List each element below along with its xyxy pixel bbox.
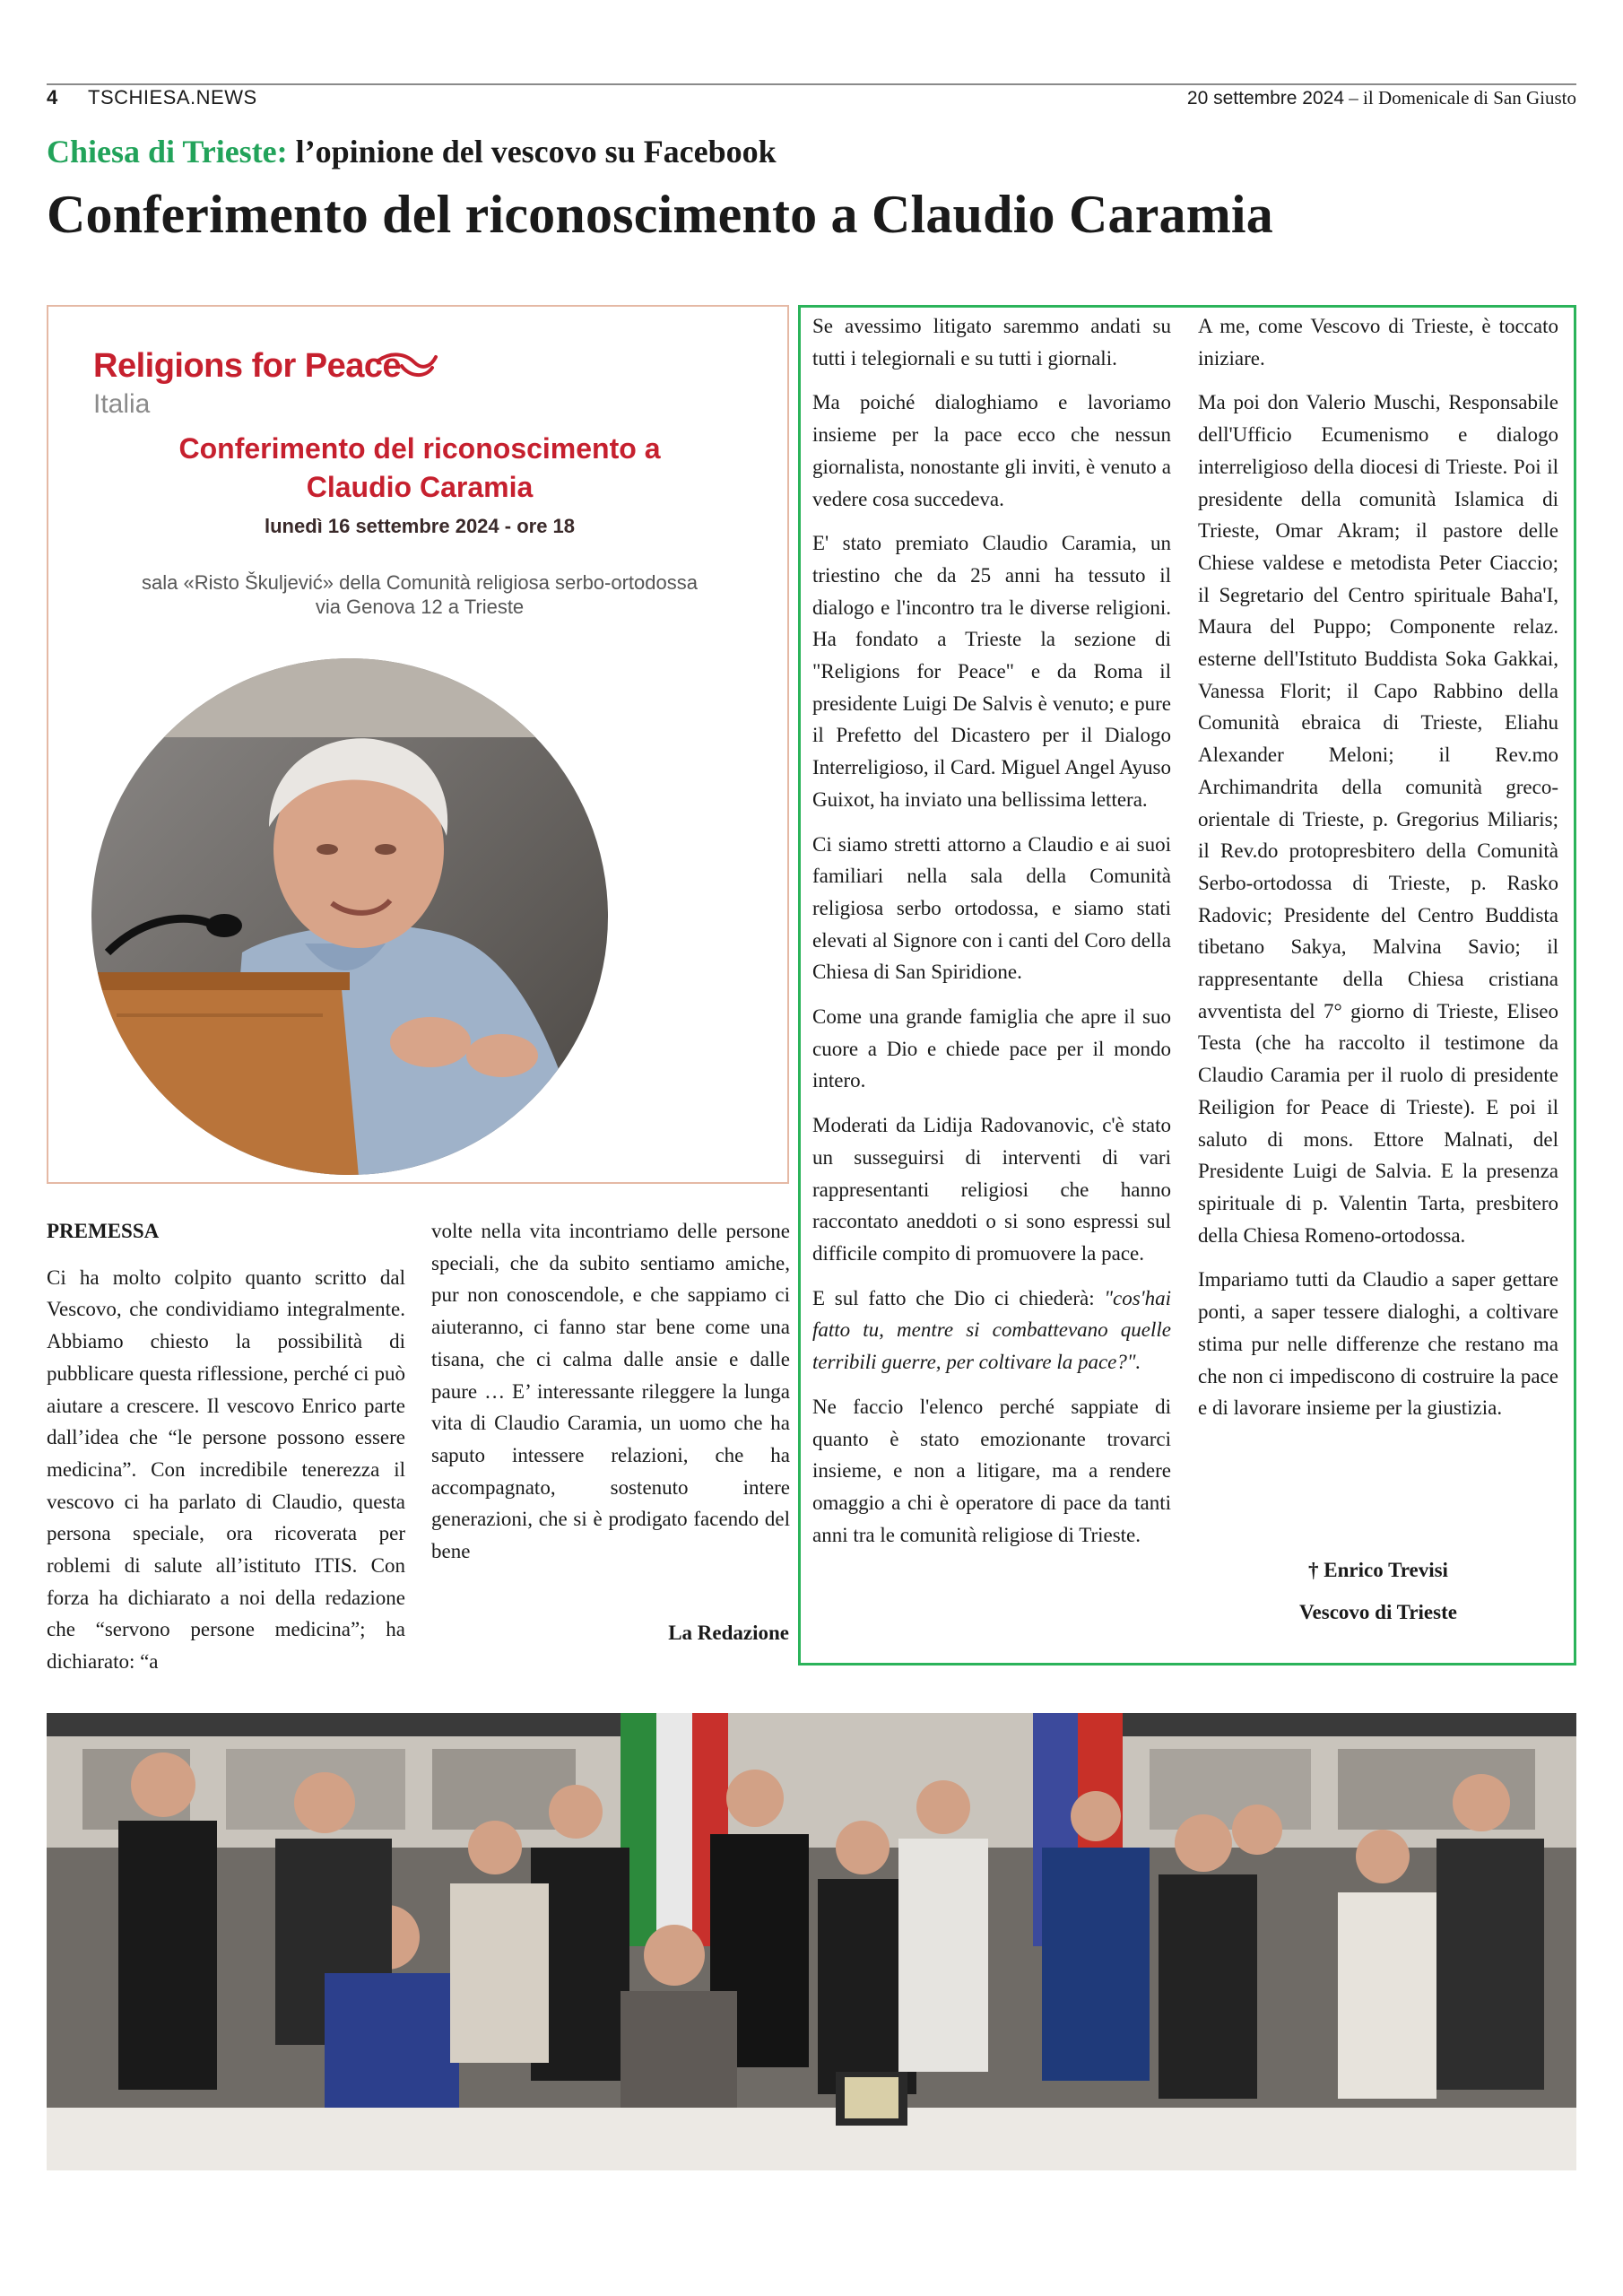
poster-venue-line1: sala «Risto Škuljević» della Comunità religiosa serbo-ortodossa: [142, 571, 698, 594]
speaker-portrait: [90, 657, 610, 1177]
group-photo: [47, 1713, 1576, 2170]
bishop-paragraph: Impariamo tutti da Claudio a saper gettare ponti, a saper tessere dialoghi, a coltivare stima pur nelle differenze che restano ma che non ci impediscono di costruire la pace e di lavorare insieme per la giustizia.: [1198, 1268, 1558, 1420]
issue-info: [1187, 87, 1576, 109]
bishop-column-1: [812, 310, 1171, 1563]
bishop-column-2: [1198, 310, 1558, 1437]
kicker-topic: l’opinione del vescovo su Facebook: [287, 134, 777, 170]
bishop-paragraph: A me, come Vescovo di Trieste, è toccato iniziare.: [1198, 315, 1558, 370]
event-poster: [47, 305, 789, 1184]
poster-country: Italia: [93, 389, 151, 419]
site-name[interactable]: TSCHIESA.NEWS: [88, 86, 257, 109]
bishop-quote-paragraph: [812, 1283, 1171, 1378]
bishop-paragraph: Ma poiché dialoghiamo e lavoriamo insieme per la pace ecco che nessun giornalista, nonostante gli inviti, è venuto a vedere cosa succedeva.: [812, 391, 1171, 510]
dove-logo-icon: [375, 346, 439, 382]
bishop-paragraph: Moderati da Lidija Radovanovic, c'è stato un susseguirsi di interventi di vari rappresentanti religiosi che hanno raccontato aneddoti o si sono espressi sul difficile compito di promuovere la pace.: [812, 1114, 1171, 1265]
poster-date: lunedì 16 settembre 2024 - ore 18: [264, 515, 576, 537]
publication-name: il Domenicale di San Giusto: [1363, 87, 1576, 109]
article-kicker: [47, 133, 777, 170]
issue-date: 20 settembre 2024: [1186, 88, 1345, 109]
poster-brand: Religions for Peace: [93, 347, 402, 385]
bishop-paragraph: E' stato premiato Claudio Caramia, un triestino che da 25 anni ha tessuto il dialogo e l'incontro tra le diverse religioni. Ha fondato a Trieste la sezione di "Religions for Peace" e da Roma il presidente Luigi De Salvis è venuto; e pure il Prefetto del Dicastero per il Dialogo Interreligioso, il Card. Miguel Angel Ayuso Guixot, ha inviato una bellissima lettera.: [812, 532, 1171, 811]
poster-title-line2: Claudio Caramia: [306, 471, 534, 503]
premessa-continued-text: volte nella vita incontriamo delle persone speciali, che da subito sentiamo amiche, pur non conoscendole, e che sappiamo ci aiuteranno, ci fanno star bene come una tisana, che ci calma dalle ansie e dalle paure … E’ interessante rileggere la lunga vita di Claudio Caramia, un uomo che ha saputo intessere relazioni, che ha accompagnato, sostenuto intere generazioni, che si è prodigato facendo del bene: [431, 1220, 790, 1563]
premessa-column: [47, 1215, 405, 1691]
premessa-continued-column: [431, 1215, 790, 1580]
quote-intro: E sul fatto che Dio ci chiederà:: [812, 1286, 1105, 1309]
bishop-signature-role: Vescovo di Trieste: [1299, 1601, 1457, 1623]
bishop-paragraph: Ma poi don Valerio Muschi, Responsabile dell'Ufficio Ecumenismo e dialogo interreligioso della diocesi di Trieste. Poi il presidente della comunità Islamica di Trieste, Omar Akram; il pastore delle Chiese valdese e metodista Peter Ciaccio; il Segretario del Centro spirituale Baha'I, Maura del Puppo; Componente relaz. esterne dell'Istituto Buddista Soka Gakkai, Vanessa Florit; il Capo Rabbino della Comunità ebraica di Trieste, Eliahu Alexander Meloni; il Rev.mo Archimandrita della comunità greco-orientale di Trieste, p. Gregorius Miliaris; il Rev.do protopresbitero della Comunità Serbo-ortodossa di Trieste, p. Rasko Radovic; Presidente del Centro Buddista tibetano Sakya, Malvina Savio; il rappresentante della Chiesa cristiana avventista del 7° giorno di Trieste, Eliseo Testa (che ha raccolto il testimone da Claudio Caramia per il ruolo di presidente Reiligion for Peace di Trieste). E poi il saluto di mons. Ettore Malnati, del Presidente Luigi de Salvia. E la presenza spirituale di p. Valentin Tarta, presbitero della Chiesa Romeno-ortodossa.: [1198, 391, 1558, 1247]
quote-text: "cos'hai fatto tu, mentre si combattevano quelle terribili guerre, per coltivare la pace?".: [812, 1286, 1171, 1374]
editorial-signature: La Redazione: [668, 1622, 789, 1644]
page-number: 4: [47, 86, 58, 109]
bishop-paragraph: Ne faccio l'elenco perché sappiate di quanto è stato emozionante trovarci insieme, e non a litigare, ma a rendere omaggio a chi è operatore di pace da tanti anni tra le comunità religiose di Trieste.: [812, 1395, 1171, 1546]
bishop-paragraph: Ci siamo stretti attorno a Claudio e ai suoi familiari nella sala della Comunità religiosa serbo ortodossa, e siamo stati elevati al Signore con i canti del Coro della Chiesa di San Spiridione.: [812, 832, 1171, 984]
issue-separator: –: [1344, 87, 1364, 109]
bishop-paragraph: Come una grande famiglia che apre il suo cuore a Dio e chiede pace per il mondo intero.: [812, 1005, 1171, 1092]
premessa-heading: PREMESSA: [47, 1220, 160, 1242]
article-headline: Conferimento del riconoscimento a Claudio Caramia: [47, 185, 1273, 244]
bishop-signature-name: † Enrico Trevisi: [1308, 1559, 1448, 1581]
bishop-paragraph: Se avessimo litigato saremmo andati su tutti i telegiornali e su tutti i giornali.: [812, 315, 1171, 370]
premessa-text: Ci ha molto colpito quanto scritto dal Vescovo, che condividiamo integralmente. Abbiamo chiesto la possibilità di pubblicare questa riflessione, perché ci può aiutare a crescere. Il vescovo Enrico parte dall’idea che “le persone possono essere medicina”. Con incredibile tenerezza il vescovo ci ha parlato di Claudio, questa persona speciale, ora ricoverata per roblemi di salute all’istituto ITIS. Con forza ha dichiarato a noi della redazione che “servono persone medicina”; ha dichiarato: “a: [47, 1265, 405, 1674]
poster-venue-line2: via Genova 12 a Trieste: [315, 596, 525, 618]
header-rule: [47, 83, 1576, 85]
poster-title-line1: Conferimento del riconoscimento a: [178, 432, 661, 465]
kicker-section: Chiesa di Trieste:: [47, 134, 288, 170]
